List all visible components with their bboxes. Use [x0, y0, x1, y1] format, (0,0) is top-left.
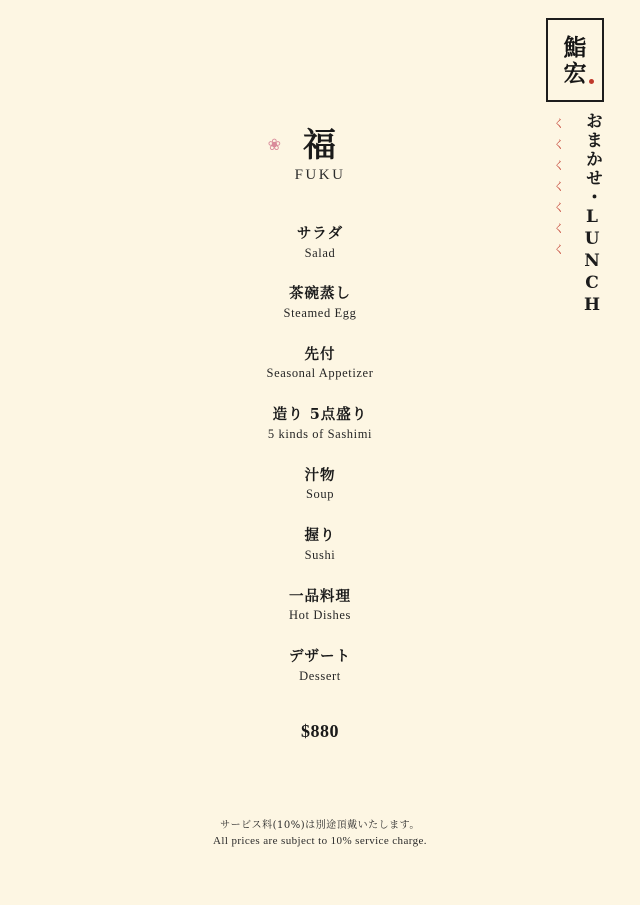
course-name-en: Steamed Egg	[283, 306, 357, 320]
sakura-flower-icon: ❀	[267, 135, 281, 154]
mark-icon: く	[553, 159, 565, 172]
mark-icon: く	[553, 222, 565, 235]
course-name-en: Soup	[305, 487, 335, 502]
service-charge-note-en: All prices are subject to 10% service charge.	[213, 835, 427, 847]
course-name-en: Hot Dishes	[289, 608, 351, 623]
course-name-en: Dessert	[299, 668, 341, 683]
mark-icon: く	[553, 243, 565, 256]
course-list	[0, 224, 640, 685]
course-item	[0, 647, 640, 684]
course-name-jp: 握り	[304, 527, 336, 545]
course-name-jp: 造り 5点盛り	[272, 406, 368, 424]
course-title-en: FUKU	[294, 167, 346, 183]
course-item	[0, 587, 640, 624]
course-item	[0, 526, 640, 563]
logo-char-1: 鮨	[563, 33, 587, 61]
course-name-en: 5 kinds of Sashimi	[267, 426, 373, 441]
course-name-jp: サラダ	[296, 225, 344, 242]
mark-icon: く	[553, 201, 565, 214]
course-name-en: Seasonal Appetizer	[266, 366, 374, 381]
course-item	[0, 466, 640, 503]
service-charge-note	[0, 818, 640, 850]
course-price: $880	[301, 720, 339, 741]
course-name-jp: 汁物	[304, 466, 336, 484]
mark-icon: く	[553, 117, 565, 130]
course-name-jp: 先付	[304, 345, 336, 363]
menu-section-heading: おまかせ・LUNCH	[582, 112, 602, 317]
course-item	[0, 284, 640, 321]
course-title-jp: 福	[303, 125, 337, 164]
course-name-en: Salad	[304, 245, 336, 260]
course-item	[0, 224, 640, 261]
course-name-jp: 一品料理	[289, 587, 351, 605]
mark-icon: く	[553, 138, 565, 151]
course-item	[0, 405, 640, 442]
mark-icon: く	[553, 180, 565, 193]
course-name-jp: 茶碗蒸し	[289, 285, 351, 303]
service-charge-note-jp: サービス料(10%)は別途頂戴いたします。	[220, 820, 420, 831]
course-item	[0, 345, 640, 382]
course-name-jp: デザート	[289, 648, 351, 666]
course-name-en: Sushi	[304, 547, 336, 562]
course-title	[267, 125, 346, 184]
logo-char-2-text: 宏	[563, 59, 587, 87]
